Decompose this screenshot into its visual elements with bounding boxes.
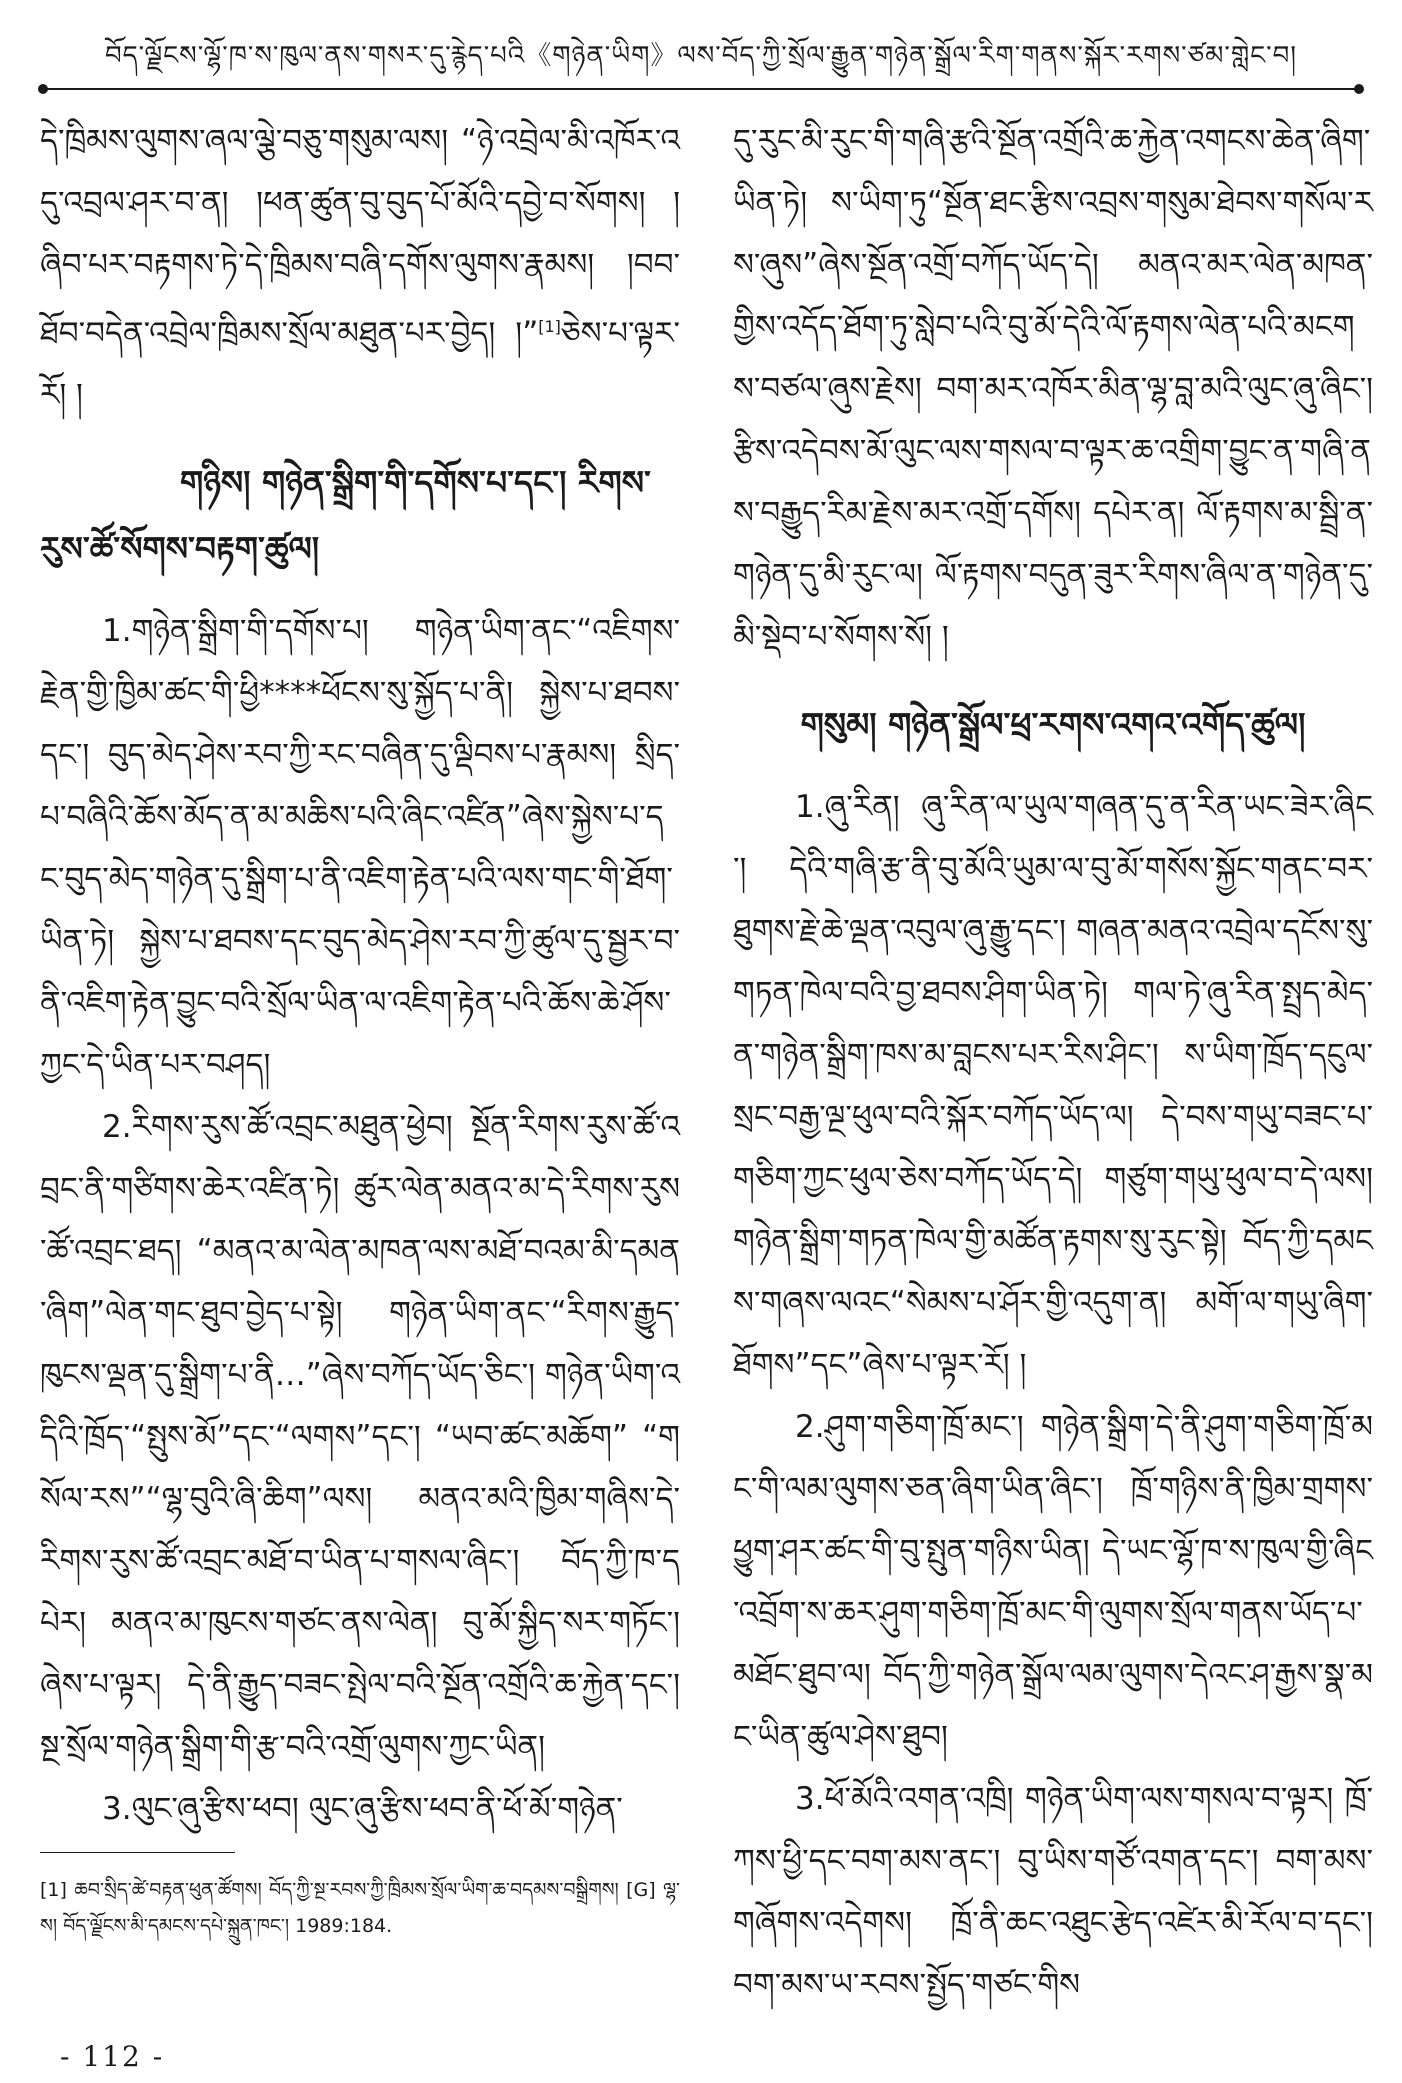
paragraph-continuation: དུ་རུང་མི་རུང་གི་གཞི་རྩའི་སྔོན་འགྲོའི་ཆ་རྐྱེན་འགངས་ཆེན་ཞིག་ཡིན་ཏེ། ས་ཡིག་ཏུ“སྔོན་ཐང་རྩིས་འབྲས་གསུམ་ཐེབས་གསོལ་རས་ཞུས”ཞེས་སྔོན་འགྲོ་བཀོད་ཡོད་དེ། མནའ་མར་ལེན་མཁན་གྱིས་འདོད་ཐོག་ཏུ་སླེབ་པའི་བུ་མོ་དེའི་ལོ་རྟགས་ལེན་པའི་མངགས་བཙལ་ཞུས་རྗེས། བག་མར་འཁོར་མིན་ལྷ་བླ་མའི་ལུང་ཞུ་ཞིང་། རྩིས་འདེབས་མོ་ལུང་ལས་གསལ་བ་ལྟར་ཆ་འགྲིག་བྱུང་ན་གཞི་ནས་བརྒྱུད་རིམ་རྗེས་མར་འགྲོ་དགོས། དཔེར་ན། ལོ་རྟགས་མ་སྦྲི་ན་གཉེན་དུ་མི་རུང་ལ། ལོ་རྟགས་བདུན་ཟུར་རིགས་ཞིལ་ན་གཉེན་དུ་མི་སྡེབ་པ་སོགས་སོ། ། [733, 123, 1373, 655]
paragraph-duties: 3.ཕོ་མོའི་འགན་འཁྲི། གཉེན་ཡིག་ལས་གསལ་བ་ལྟར། ཁྲོ་ཀས་ཕྱི་དང་བག་མས་ནང་། བུ་ཡིས་གཙོ་འགན་དང་། བག་མས་གཞོགས་འདེགས། ཁྲོ་ནི་ཆང་འཐུང་རྩེད་འཛེར་མི་རོལ་བ་དང་། བག་མས་ཡ་རབས་སྤྱོད་གཙང་གིས [733, 1781, 1373, 2003]
intro-text: དེ་ཁྲིམས་ལུགས་ཞལ་ལྕེ་བཅུ་གསུམ་ལས། “ཉེ་འབྲེལ་མི་འཁོར་འདུ་འབྲལ་ཤར་བ་ན། །ཕན་ཚུན་བུ་བུད་པོ་མོའི་དབྱེ་བ་སོགས། །ཞིབ་པར་བརྟགས་ཏེ་དེ་ཁྲིམས་བཞི་དགོས་ལུགས་རྣམས། །བབ་ཐོབ་བདེན་འབྲེལ་ཁྲིམས་སྲོལ་མཐུན་པར་བྱེད། །” [40, 123, 680, 352]
page-number: - 112 - [60, 2040, 165, 2073]
running-head: བོད་ལྗོངས་ལྷོ་ཁ་ས་ཁུལ་ནས་གསར་དུ་རྙེད་པའི《གཉེན་ཡིག》ལས་བོད་ཀྱི་སྲོལ་རྒྱུན་གཉེན་སྒྲོལ་རིག་གནས་སྐོར་རགས་ཙམ་གླེང་བ། [104, 41, 1298, 71]
intro-tail: ཅེས་པ་ལྟར་རོ། ། [40, 315, 680, 414]
section-heading-3: གསུམ། གཉེན་སྒྲོལ་ཕྲ་རགས་འགའ་འགོད་ཚུལ། [800, 705, 1306, 744]
paragraph-bride-price: 1.ཞུ་རིན། ཞུ་རིན་ལ་ཡུལ་གཞན་དུ་ན་རིན་ཡང་ཟེར་ཞིང་། དེའི་གཞི་རྩ་ནི་བུ་མོའི་ཡུམ་ལ་བུ་མོ་གསོས་སྐྱོང་གནང་བར་ཐུགས་རྗེ་ཆེ་ལྡན་འབུལ་ཞུ་རྒྱུ་དང་། གཞན་མནའ་འབྲེལ་དངོས་སུ་གཏན་ཁེལ་བའི་བྱ་ཐབས་ཤིག་ཡིན་ཏེ། གལ་ཏེ་ཞུ་རིན་སྤྲད་མེད་ན་གཉེན་སྒྲིག་ཁས་མ་བླངས་པར་རིས་ཤིང་། ས་ཡིག་ཁྲོད་དངུལ་སྲང་བརྒྱ་ལྔ་ཕུལ་བའི་སྐོར་བཀོད་ཡོད་ལ། དེ་བས་གཡུ་བཟང་པ་གཅིག་ཀྱང་ཕུལ་ཅེས་བཀོད་ཡོད་དེ། གཙུག་གཡུ་ཕུལ་བ་དེ་ལས། གཉེན་སྒྲིག་གཏན་ཁེལ་གྱི་མཚོན་རྟགས་སུ་རུང་སྟེ། བོད་ཀྱི་དམངས་གཞས་ལའང“སེམས་པ་ཤོར་གྱི་འདུག་ན། མགོ་ལ་གཡུ་ཞིག་ཐོགས”དང”ཞེས་པ་ལྟར་རོ། ། [733, 789, 1373, 1383]
right-column [733, 110, 1373, 2016]
footnote-text: ཆབ་སྲིད་ཚེ་བརྟན་ཕུན་ཚོགས། བོད་ཀྱི་སྔ་རབས་ཀྱི་ཁྲིམས་སྲོལ་ཡིག་ཆ་བདམས་བསྒྲིགས། [G] ལྷ་ས། བོད་ལྗོངས་མི་དམངས་དཔེ་སྐྲུན་ཁང་། 1989:184. [40, 1879, 680, 1937]
intro-paragraph [40, 110, 680, 426]
paragraph-polyandry: 2.ཤུག་གཅིག་ཁྲོ་མང་། གཉེན་སྒྲིག་དེ་ནི་ཤུག་གཅིག་ཁྲོ་མང་གི་ལམ་ལུགས་ཅན་ཞིག་ཡིན་ཞིང་། ཁྲོ་གཉིས་ནི་ཁྱིམ་གྲགས་ཕྱུག་ཤར་ཚང་གི་བུ་སྤུན་གཉིས་ཡིན། དེ་ཡང་ལྷོ་ཁ་ས་ཁུལ་གྱི་ཞིང་འབྲོག་ས་ཆར་ཤུག་གཅིག་ཁྲོ་མང་གི་ལུགས་སྲོལ་གནས་ཡོད་པ་མཐོང་ཐུབ་ལ། བོད་ཀྱི་གཉེན་སྒྲོལ་ལམ་ལུགས་དེའང་ཤ་རྒྱས་སྣ་མང་ཡིན་ཚུལ་ཤེས་ཐུབ། [733, 1409, 1373, 1755]
section-heading-2: གཉིས། གཉེན་སྒྲིག་གི་དགོས་པ་དང་། རིགས་རུས་ཚོ་སོགས་བརྟག་ཚུལ། [40, 463, 651, 569]
footnote-ref[interactable]: [1] [538, 317, 561, 336]
left-column [40, 110, 680, 1840]
paragraph-lineage: 2.རིགས་རུས་ཚོ་འབྲང་མཐུན་ཕྱེབ། སྔོན་རིགས་རུས་ཚོ་འབྲང་ནི་གཙིགས་ཆེར་འཛིན་ཏེ། ཚུར་ལེན་མནའ་མ་དེ་རིགས་རུས་ཚོ་འབྲང་ཐད། “མནའ་མ་ལེན་མཁན་ལས་མཐོ་བའམ་མི་དམན་ཞིག”ལེན་གང་ཐུབ་བྱེད་པ་སྟེ། གཉེན་ཡིག་ནང་“རིགས་རྒྱུད་ཁུངས་ལྡན་དུ་སྒྲིག་པ་ནི…”ཞེས་བཀོད་ཡོད་ཅིང་། གཉེན་ཡིག་འདིའི་ཁྲོད་“སྤུས་མོ”དང་“ལགས”དང་། “ཡབ་ཚང་མཆོག” “གསོལ་རས”“ལྷ་བུའི་ཞི་ཆིག”ལས། མནའ་མའི་ཁྱིམ་གཞིས་དེ་རིགས་རུས་ཚོ་འབྲང་མཐོ་བ་ཡིན་པ་གསལ་ཞིང་། བོད་ཀྱི་ཁ་དཔེར། མནའ་མ་ཁུངས་གཙང་ནས་ལེན། བུ་མོ་སྐྱིད་སར་གཏོང་། ཞེས་པ་ལྟར། དེ་ནི་རྒྱུད་བཟང་སྤེལ་བའི་སྔོན་འགྲོའི་ཆ་རྐྱེན་དང་། སྔ་སྲོལ་གཉེན་སྒྲིག་གི་རྩ་བའི་འགྲོ་ལུགས་ཀྱང་ཡིན། [40, 1109, 680, 1766]
footnote [40, 1872, 680, 1944]
paragraph-divination: 3.ལུང་ཞུ་རྩིས་ཕབ། ལུང་ཞུ་རྩིས་ཕབ་ནི་ཕོ་མོ་གཉེན་ [102, 1791, 623, 1828]
footnote-marker: [1] [40, 1879, 67, 1901]
header-rule [40, 88, 1362, 90]
footnote-rule [40, 1852, 235, 1853]
paragraph-marriage-purpose: 1.གཉེན་སྒྲིག་གི་དགོས་པ། གཉེན་ཡིག་ནང་“འཇིགས་རྗེན་གྱི་ཁྱིམ་ཚང་གི་ཕྱི****ཕོངས་སུ་སྐྱོད་པ་ནི། སྐྱེས་པ་ཐབས་དང་། བུད་མེད་ཤེས་རབ་ཀྱི་རང་བཞིན་དུ་ལྡིབས་པ་རྣམས། སྲིད་པ་བཞིའི་ཆོས་མོད་ན་མ་མཆིས་པའི་ཞིང་འཛིན”ཞེས་སྐྱེས་པ་དང་བུད་མེད་གཉེན་དུ་སྒྲིག་པ་ནི་འཇིག་རྟེན་པའི་ལས་གང་གི་ཐོག་ཡིན་ཏེ། སྐྱེས་པ་ཐབས་དང་བུད་མེད་ཤེས་རབ་ཀྱི་ཚུལ་དུ་སྦྱར་བ་ནི་འཇིག་རྟེན་བྱུང་བའི་སྲོལ་ཡིན་ལ་འཇིག་རྟེན་པའི་ཆོས་ཆེ་ཤོས་ཀྱང་དེ་ཡིན་པར་བཤད། [40, 613, 680, 1084]
